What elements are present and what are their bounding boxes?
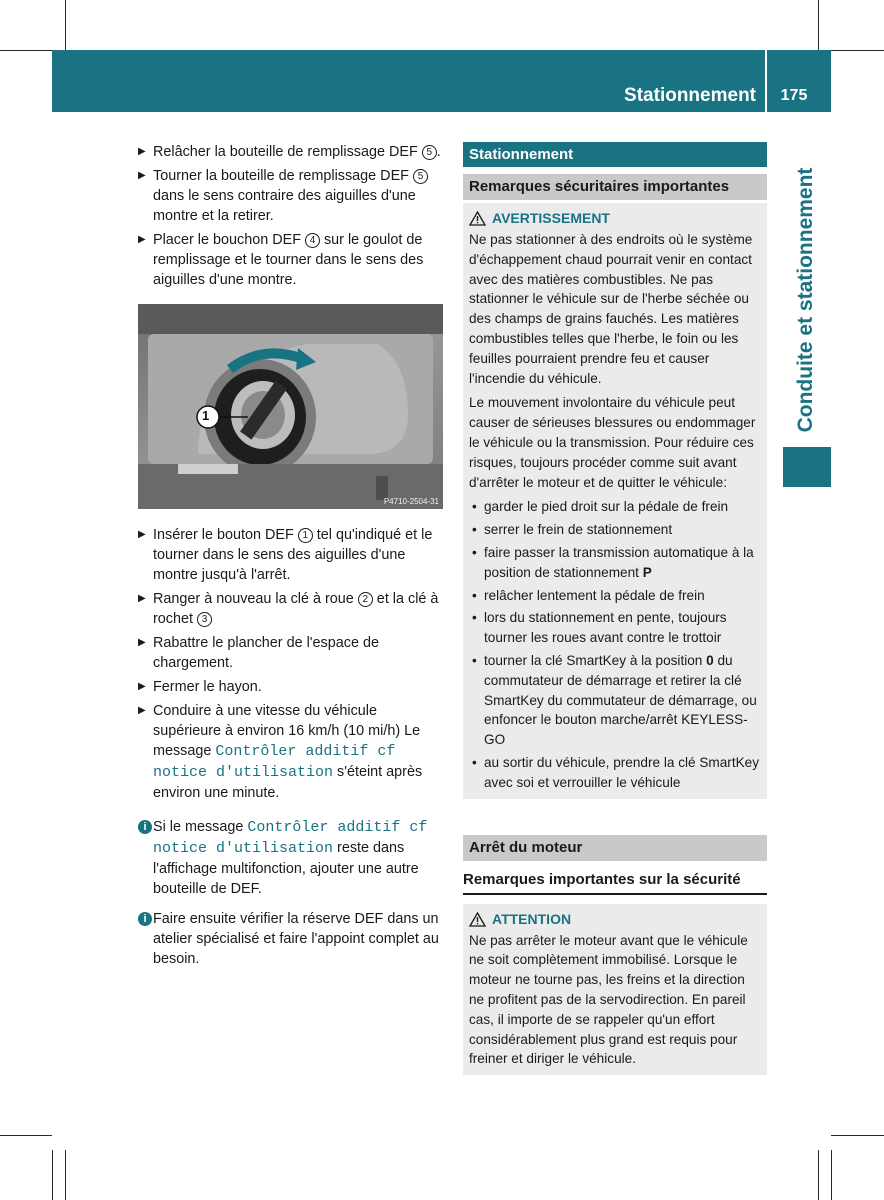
step-arrow-icon: ▶ (138, 529, 146, 540)
crop-mark (52, 1150, 53, 1200)
callout-number: 5 (422, 145, 437, 160)
section-heading: Arrêt du moteur (463, 835, 767, 861)
list-item (469, 520, 761, 540)
crop-mark (831, 50, 884, 51)
list-item-bold: 0 (706, 652, 714, 668)
side-tab-marker (783, 447, 831, 487)
info-text: Faire ensuite vérifier la réserve DEF dans un atelier spécialisé et faire l'appoint complet au besoin. (153, 911, 439, 967)
list-item-text: garder le pied droit sur la pédale de frein (484, 499, 729, 515)
display-message: Contrôler additif cf notice d'utilisation (153, 743, 396, 781)
step-text: Tourner la bouteille de remplissage DEF (153, 168, 413, 184)
info-note (138, 817, 443, 899)
info-icon: i (138, 820, 152, 834)
step-text: Relâcher la bouteille de remplissage DEF (153, 144, 422, 160)
instruction-step (138, 166, 443, 226)
step-text: dans le sens contraire des aiguilles d'une montre et la retirer. (153, 188, 416, 224)
step-arrow-icon: ▶ (138, 593, 146, 604)
callout-number: 1 (298, 528, 313, 543)
list-item (469, 608, 761, 648)
warning-paragraph: Le mouvement involontaire du véhicule peut causer de sérieuses blessures ou endommager le véhicule ou la transmission. Pour réduire ces risques, toujours procéder comme suit avant d'arrêter le moteur et de quitter le véhicule: (469, 395, 756, 490)
callout-number: 2 (358, 592, 373, 607)
warning-list (469, 497, 761, 792)
list-item-text: au sortir du véhicule, prendre la clé SmartKey avec soi et verrouiller le véhicule (484, 754, 760, 790)
list-item (469, 651, 761, 750)
step-arrow-icon: ▶ (138, 681, 146, 692)
header-title: Stationnement (624, 85, 756, 106)
info-text: reste dans l'affichage multifonction, ajouter une autre bouteille de DEF. (153, 840, 419, 897)
instruction-step (138, 230, 443, 290)
crop-mark (831, 1150, 832, 1200)
right-column (463, 142, 767, 1075)
step-text: Placer le bouchon DEF (153, 232, 305, 248)
crop-mark (831, 1135, 884, 1136)
step-arrow-icon: ▶ (138, 170, 146, 181)
step-arrow-icon: ▶ (138, 146, 146, 157)
step-text: Ranger à nouveau la clé à roue (153, 591, 358, 607)
def-filler-illustration (138, 304, 443, 509)
callout-number: 3 (197, 612, 212, 627)
crop-mark (818, 1150, 819, 1200)
list-item-text: du commutateur de démarrage et retirer la clé SmartKey du commutateur de démarrage, ou enfoncer le bouton marche/arrêt KEYLESS-GO (484, 652, 757, 748)
display-message: Contrôler additif cf notice d'utilisation (153, 819, 428, 857)
attention-title (469, 910, 761, 928)
crop-mark (65, 0, 66, 50)
crop-mark (0, 50, 52, 51)
list-item (469, 586, 761, 606)
list-item (469, 497, 761, 517)
list-item-text: serrer le frein de stationnement (484, 522, 673, 538)
list-item-text: relâcher lentement la pédale de frein (484, 587, 705, 603)
side-tab-label: Conduite et stationnement (794, 167, 817, 433)
list-item (469, 753, 761, 793)
warning-triangle-icon (469, 912, 486, 927)
instruction-step (138, 142, 443, 162)
info-note (138, 909, 443, 969)
step-text: . (436, 144, 441, 160)
subsection-heading: Remarques sécuritaires importantes (463, 174, 767, 200)
list-item-text: lors du stationnement en pente, toujours tourner les roues avant contre le trottoir (484, 610, 727, 646)
step-arrow-icon: ▶ (138, 637, 146, 648)
step-text: tel qu'indiqué et le tourner dans le sens des aiguilles d'une montre jusqu'à l'arrêt. (153, 527, 433, 583)
attention-box (463, 904, 767, 1076)
figure-code: P4710-2504-31 (383, 497, 439, 506)
step-text: Rabattre le plancher de l'espace de chargement. (153, 635, 379, 671)
list-item-text: faire passer la transmission automatique à la position de stationnement (484, 544, 754, 580)
step-arrow-icon: ▶ (138, 705, 146, 716)
step-text: Conduire à une vitesse du véhicule supérieure à environ 16 km/h (10 mi/h) Le message (153, 703, 421, 759)
info-text: Si le message (153, 819, 248, 835)
warning-triangle-icon (469, 211, 486, 226)
crop-mark (0, 1135, 52, 1136)
left-column (138, 142, 443, 969)
warning-box (463, 203, 767, 799)
step-text: et la clé à rochet (153, 591, 439, 627)
instruction-step (138, 525, 443, 585)
instruction-step (138, 633, 443, 673)
step-text: sur le goulot de remplissage et le tourner dans le sens des aiguilles d'une montre. (153, 232, 424, 288)
instruction-step (138, 677, 443, 697)
list-item-bold: P (642, 564, 652, 580)
attention-label: ATTENTION (492, 910, 572, 927)
instruction-step (138, 589, 443, 629)
callout-number: 4 (305, 233, 320, 248)
header-divider (765, 50, 767, 112)
step-text: Fermer le hayon. (153, 679, 262, 695)
warning-title (469, 209, 761, 227)
info-icon: i (138, 912, 152, 926)
step-text: Insérer le bouton DEF (153, 527, 298, 543)
warning-label: AVERTISSEMENT (492, 210, 610, 226)
instruction-step (138, 701, 443, 803)
def-filler-photo (138, 304, 443, 509)
attention-paragraph: Ne pas arrêter le moteur avant que le véhicule ne soit complètement immobilisé. Lorsque le moteur ne tourne pas, les freins et la direction ne profitent pas de la servodirection. En pareil cas, il importe de se rappeler qu'un effort considérablement plus grand est requis pour freiner et diriger le véhicule. (469, 932, 748, 1067)
section-heading: Stationnement (463, 142, 767, 167)
figure-callout: 1 (202, 408, 210, 423)
step-text: s'éteint après environ une minute. (153, 764, 423, 801)
crop-mark (818, 0, 819, 50)
step-arrow-icon: ▶ (138, 234, 146, 245)
subsection-heading: Remarques importantes sur la sécurité (463, 870, 767, 895)
warning-paragraph: Ne pas stationner à des endroits où le système d'échappement chaud pourrait venir en contact avec des matières combustibles. Ne pas stationner le véhicule sur de l'herbe séchée ou des champs de grains fauchés. Les matières combustibles telles que l'herbe, le foin ou les feuilles pourraient prendre feu et causer l'incendie du véhicule. (469, 232, 753, 386)
callout-number: 5 (413, 169, 428, 184)
list-item-text: tourner la clé SmartKey à la position (484, 652, 707, 668)
list-item (469, 543, 761, 583)
crop-mark (65, 1150, 66, 1200)
page-number: 175 (780, 87, 808, 104)
